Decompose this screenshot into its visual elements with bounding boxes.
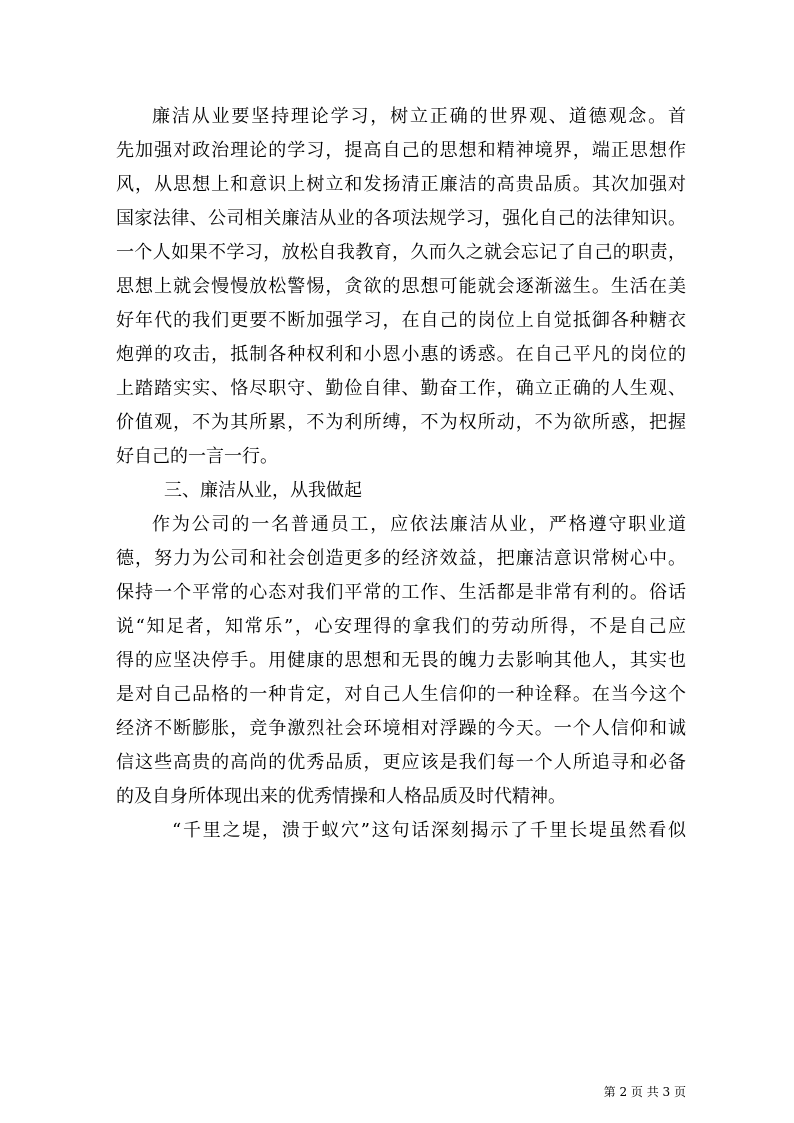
text-line: 国家法律、公司相关廉洁从业的各项法规学习，强化自己的法律知识。 (116, 208, 686, 229)
page-number-footer: 第 2 页 共 3 页 (603, 1085, 686, 1099)
document-body (116, 100, 686, 848)
text-line: 好年代的我们更要不断加强学习，在自己的岗位上自觉抵御各种糖衣 (116, 310, 686, 331)
text-line: 好自己的一言一行。 (116, 446, 278, 467)
text-line: 作为公司的一名普通员工，应依法廉洁从业，严格遵守职业道 (152, 514, 686, 535)
text-line: 得的应坚决停手。用健康的思想和无畏的魄力去影响其他人，其实也 (116, 650, 686, 671)
text-line: 说“知足者，知常乐”，心安理得的拿我们的劳动所得，不是自己应 (116, 616, 686, 637)
text-line: “千里之堤，溃于蚁穴”这句话深刻揭示了千里长堤虽然看似 (172, 820, 686, 841)
text-line: 三、廉洁从业，从我做起 (164, 480, 362, 501)
text-line: 思想上就会慢慢放松警惕，贪欲的思想可能就会逐渐滋生。生活在美 (116, 276, 686, 297)
text-line: 炮弹的攻击，抵制各种权利和小恩小惠的诱惑。在自己平凡的岗位的 (116, 344, 686, 365)
text-line: 上踏踏实实、恪尽职守、勤俭自律、勤奋工作，确立正确的人生观、 (116, 378, 686, 399)
text-line: 经济不断膨胀，竞争激烈社会环境相对浮躁的今天。一个人信仰和诚 (116, 718, 686, 739)
text-line: 先加强对政治理论的学习，提高自己的思想和精神境界，端正思想作 (116, 140, 686, 161)
text-line: 保持一个平常的心态对我们平常的工作、生活都是非常有利的。俗话 (116, 582, 686, 603)
text-line: 一个人如果不学习，放松自我教育，久而久之就会忘记了自己的职责， (116, 242, 686, 263)
text-line: 的及自身所体现出来的优秀情操和人格品质及时代精神。 (116, 786, 566, 807)
text-line: 信这些高贵的高尚的优秀品质，更应该是我们每一个人所追寻和必备 (116, 752, 686, 773)
text-line: 德，努力为公司和社会创造更多的经济效益，把廉洁意识常树心中。 (116, 548, 686, 569)
text-line: 风，从思想上和意识上树立和发扬清正廉洁的高贵品质。其次加强对 (116, 174, 686, 195)
text-line: 廉洁从业要坚持理论学习，树立正确的世界观、道德观念。首 (152, 106, 686, 127)
text-line: 价值观，不为其所累，不为利所缚，不为权所动，不为欲所惑，把握 (116, 412, 686, 433)
text-line: 是对自己品格的一种肯定，对自己人生信仰的一种诠释。在当今这个 (116, 684, 686, 705)
